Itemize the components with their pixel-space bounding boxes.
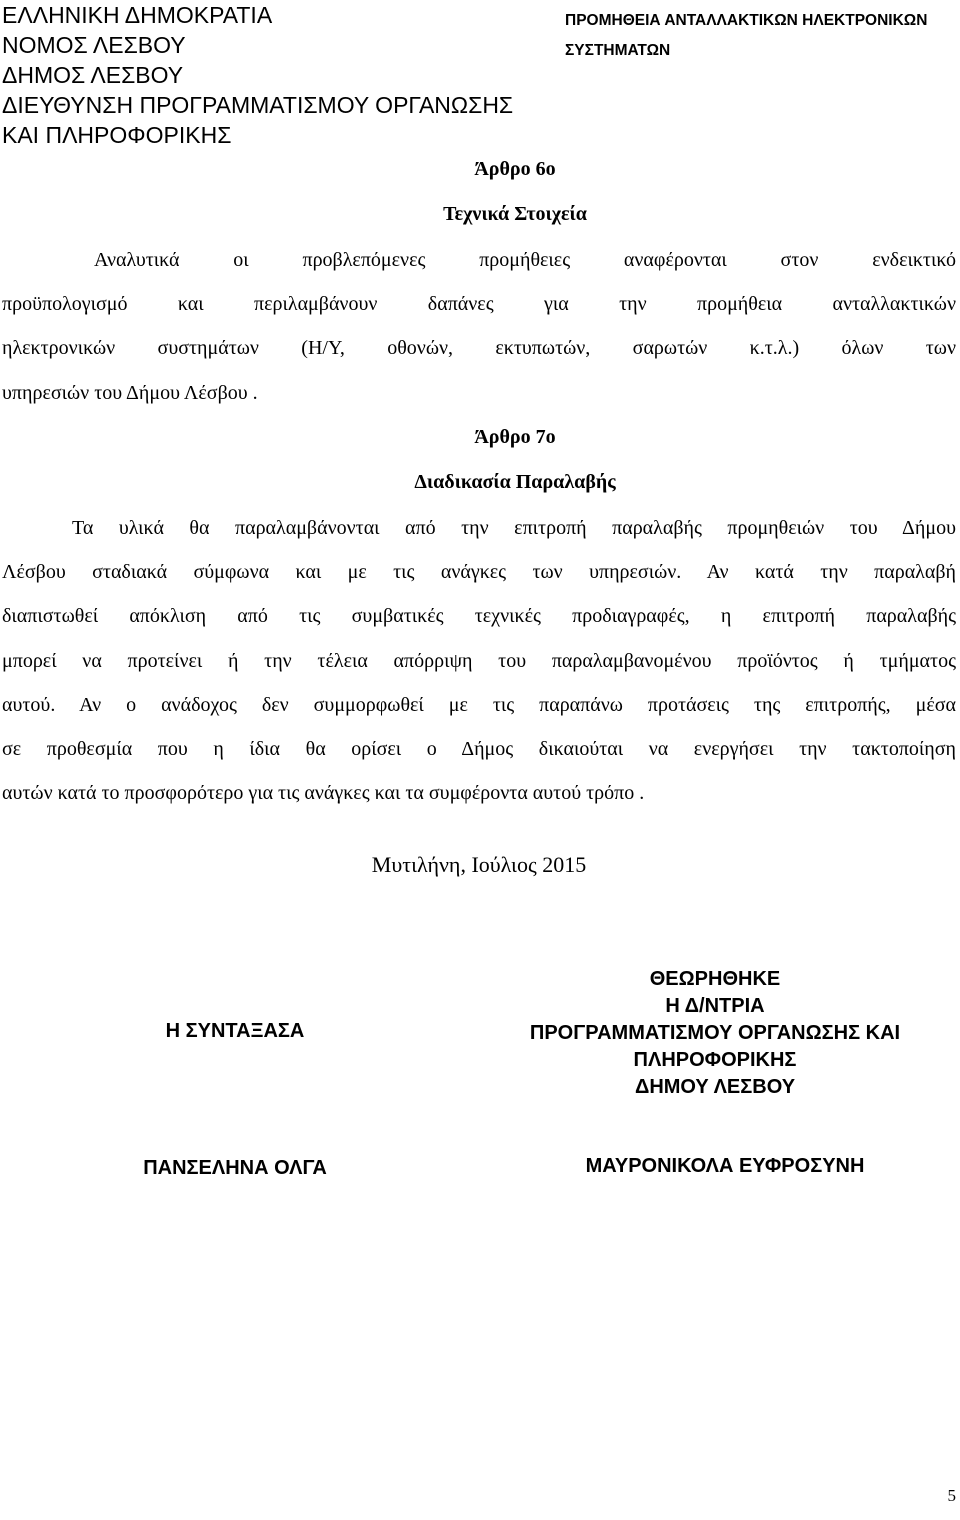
place-date: Μυτιλήνη, Ιούλιος 2015 [371,852,587,877]
approver-role [480,966,950,1101]
approver-role-line: Η Δ/ΝΤΡΙΑ [665,995,765,1017]
article-6-body-cont [2,282,956,415]
approver-role-line: ΠΛΗΡΟΦΟΡΙΚΗΣ [633,1049,797,1071]
composer-role: Η ΣΥΝΤΑΞΑΣΑ [165,1020,305,1042]
header-line: ΚΑΙ ΠΛΗΡΟΦΟΡΙΚΗΣ [2,122,232,148]
project-title-line: ΣΥΣΤΗΜΑΤΩΝ [565,42,671,59]
article-7-body-cont [2,550,956,816]
approver-role-line: ΠΡΟΓΡΑΜΜΑΤΙΣΜΟΥ ΟΡΓΑΝΩΣΗΣ ΚΑΙ [529,1022,901,1044]
article-6-number: Άρθρο 6ο [474,158,556,180]
article-7-number: Άρθρο 7ο [474,426,556,448]
article-7-title: Διαδικασία Παραλαβής [414,471,616,493]
header-line: ΔΗΜΟΣ ΛΕΣΒΟΥ [2,62,184,88]
header-line: ΔΙΕΥΘΥΝΣΗ ΠΡΟΓΡΑΜΜΑΤΙΣΜΟΥ ΟΡΓΑΝΩΣΗΣ [2,92,514,118]
composer-name: ΠΑΝΣΕΛΗΝΑ ΟΛΓΑ [143,1157,327,1179]
article-6-title: Τεχνικά Στοιχεία [443,203,587,225]
page-number: 5 [947,1486,956,1505]
approver-name: ΜΑΥΡΟΝΙΚΟΛΑ ΕΥΦΡΟΣΥΝΗ [585,1155,865,1177]
body-line: σε προθεσμία που η ίδια θα ορίσει ο Δήμος δικαιούται να ενεργήσει την τακτοποίηση [2,738,956,761]
body-line: Τα υλικά θα παραλαμβάνονται από την επιτροπή παραλαβής προμηθειών του Δήμου [72,517,956,539]
body-line: προϋπολογισμό και περιλαμβάνουν δαπάνες για την προμήθεια ανταλλακτικών [2,293,956,315]
body-line: ηλεκτρονικών συστημάτων (Η/Υ, οθονών, εκτυπωτών, σαρωτών κ.τ.λ.) όλων των [2,337,956,360]
header-line: ΝΟΜΟΣ ΛΕΣΒΟΥ [2,32,186,58]
article-7-body [72,506,956,550]
body-line: Λέσβου σταδιακά σύμφωνα και με τις ανάγκες των υπηρεσιών. Αν κατά την παραλαβή [2,561,956,583]
project-title-line: ΠΡΟΜΗΘΕΙΑ ΑΝΤΑΛΛΑΚΤΙΚΩΝ ΗΛΕΚΤΡΟΝΙΚΩΝ [565,12,928,29]
header-line: ΕΛΛΗΝΙΚΗ ΔΗΜΟΚΡΑΤΙΑ [2,2,273,28]
approver-role-line: ΘΕΩΡΗΘΗΚΕ [649,968,781,990]
body-line: υπηρεσιών του Δήμου Λέσβου . [2,381,258,404]
body-line: Αναλυτικά οι προβλεπόμενες προμήθειες αναφέρονται στον ενδεικτικό [94,249,956,271]
approver-role-line: ΔΗΜΟΥ ΛΕΣΒΟΥ [634,1076,796,1098]
issuer-header [2,0,562,150]
body-line: αυτού. Αν ο ανάδοχος δεν συμμορφωθεί με τις παραπάνω προτάσεις της επιτροπής, μέσα [2,693,956,716]
body-line: αυτών κατά το προσφορότερο για τις ανάγκες και τα συμφέροντα αυτού τρόπο . [2,782,645,805]
body-line: μπορεί να προτείνει ή την τέλεια απόρριψη του παραλαμβανομένου προϊόντος ή τμήματος [2,649,956,672]
article-6-body [94,238,956,282]
project-title [565,6,955,66]
body-line: διαπιστωθεί απόκλιση από τις συμβατικές τεχνικές προδιαγραφές, η επιτροπή παραλαβής [2,605,956,628]
